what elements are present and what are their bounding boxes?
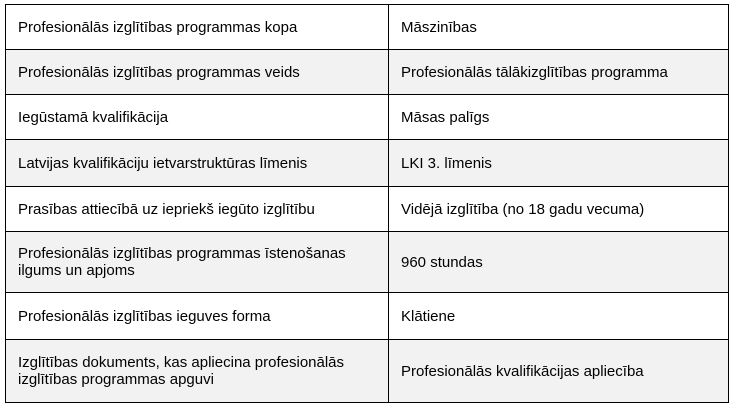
- row-label: Prasības attiecībā uz iepriekš iegūto izglītību: [6, 187, 389, 232]
- table-row: [6, 50, 729, 95]
- row-label: Iegūstamā kvalifikācija: [6, 95, 389, 140]
- row-label: Profesionālās izglītības programmas kopa: [6, 5, 389, 50]
- row-value: Vidējā izglītība (no 18 gadu vecuma): [389, 187, 729, 232]
- row-value: Profesionālās tālākizglītības programma: [389, 50, 729, 95]
- row-label: Profesionālās izglītības programmas veids: [6, 50, 389, 95]
- program-info-table: [5, 4, 729, 403]
- row-label: Izglītības dokuments, kas apliecina profesionālās izglītības programmas apguvi: [6, 340, 389, 403]
- row-label: Profesionālās izglītības programmas īstenošanas ilgums un apjoms: [6, 232, 389, 293]
- table-row: [6, 187, 729, 232]
- row-value: Klātiene: [389, 293, 729, 340]
- table-row: [6, 95, 729, 140]
- row-label: Latvijas kvalifikāciju ietvarstruktūras līmenis: [6, 140, 389, 187]
- table-row: [6, 140, 729, 187]
- table-row: [6, 293, 729, 340]
- row-value: Māszinības: [389, 5, 729, 50]
- row-value: LKI 3. līmenis: [389, 140, 729, 187]
- table-row: [6, 232, 729, 293]
- row-value: Profesionālās kvalifikācijas apliecība: [389, 340, 729, 403]
- row-label: Profesionālās izglītības ieguves forma: [6, 293, 389, 340]
- table-row: [6, 340, 729, 403]
- table-row: [6, 5, 729, 50]
- row-value: 960 stundas: [389, 232, 729, 293]
- row-value: Māsas palīgs: [389, 95, 729, 140]
